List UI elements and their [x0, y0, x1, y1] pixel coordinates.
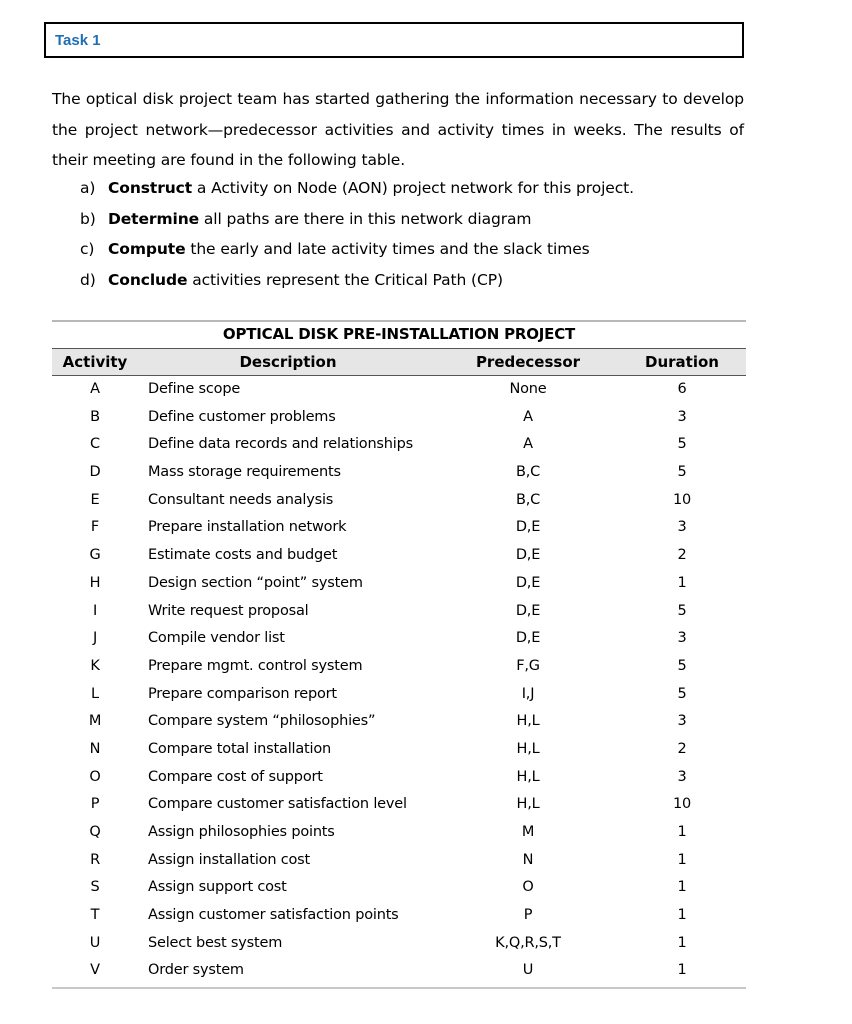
cell-duration: 1 [677, 851, 687, 868]
table-row [52, 764, 746, 792]
cell-description: Assign philosophies points [148, 824, 335, 840]
cell-predecessor: B,C [515, 464, 541, 481]
table-row [52, 791, 746, 819]
cell-predecessor: N [522, 851, 534, 868]
cell-predecessor: D,E [515, 574, 541, 591]
table-bottom-rule [52, 987, 746, 989]
cell-activity: B [90, 408, 100, 425]
question-item [80, 265, 740, 296]
cell-predecessor: M [521, 824, 535, 840]
project-table [52, 320, 746, 989]
cell-description: Design section “point” system [148, 574, 363, 591]
task-title: Task 1 [55, 32, 101, 49]
question-text: all paths are there in this network diagram [199, 209, 532, 228]
cell-description: Prepare installation network [148, 519, 347, 536]
cell-predecessor: None [509, 381, 547, 397]
cell-activity: G [89, 547, 101, 564]
cell-duration: 5 [677, 464, 687, 481]
cell-predecessor: D,E [515, 547, 541, 564]
cell-activity: S [90, 879, 100, 896]
cell-predecessor: O [522, 879, 534, 896]
cell-predecessor: B,C [515, 491, 541, 508]
table-row [52, 902, 746, 930]
cell-activity: I [92, 602, 98, 619]
cell-activity: O [89, 768, 101, 785]
cell-activity: M [88, 713, 102, 730]
cell-description: Define scope [148, 381, 241, 397]
cell-description: Define customer problems [148, 408, 336, 425]
cell-predecessor: D,E [515, 602, 541, 619]
cell-description: Compare customer satisfaction level [148, 796, 407, 813]
cell-duration: 1 [677, 824, 687, 840]
question-text: the early and late activity times and the slack times [185, 240, 590, 258]
cell-activity: F [90, 519, 100, 536]
table-row [52, 736, 746, 764]
cell-duration: 5 [677, 602, 687, 619]
cell-predecessor: P [523, 907, 533, 924]
cell-predecessor: D,E [515, 519, 541, 536]
table-row [52, 514, 746, 542]
table-row [52, 459, 746, 487]
cell-predecessor: H,L [516, 740, 540, 757]
table-row [52, 487, 746, 515]
table-row [52, 431, 746, 459]
table-row [52, 819, 746, 847]
question-item [80, 234, 740, 265]
question-item [80, 173, 740, 204]
cell-description: Order system [148, 962, 244, 979]
cell-activity: D [89, 464, 101, 481]
question-letter: b) [80, 209, 96, 228]
cell-activity: L [91, 685, 99, 702]
task-header-box [44, 22, 744, 58]
cell-activity: R [90, 851, 100, 868]
cell-predecessor: F,G [516, 657, 540, 674]
cell-duration: 3 [677, 630, 687, 647]
cell-activity: J [92, 630, 98, 647]
cell-activity: K [90, 657, 100, 674]
cell-duration: 2 [677, 547, 687, 564]
table-title: OPTICAL DISK PRE-INSTALLATION PROJECT [222, 325, 576, 343]
question-text: a Activity on Node (AON) project network for this project. [192, 179, 634, 197]
cell-activity: N [89, 740, 101, 757]
cell-duration: 10 [672, 796, 692, 813]
cell-description: Compile vendor list [148, 630, 285, 647]
cell-description: Mass storage requirements [148, 464, 341, 481]
table-row [52, 542, 746, 570]
cell-description: Consultant needs analysis [148, 491, 334, 508]
cell-duration: 10 [672, 491, 692, 508]
cell-activity: U [89, 934, 101, 951]
cell-duration: 3 [677, 713, 687, 730]
cell-description: Define data records and relationships [148, 436, 413, 453]
header-description: Description [239, 353, 337, 371]
cell-duration: 3 [677, 408, 687, 425]
cell-description: Prepare comparison report [148, 685, 337, 702]
cell-activity: P [90, 796, 100, 813]
table-row [52, 376, 746, 404]
cell-activity: E [90, 491, 100, 508]
cell-predecessor: U [522, 962, 534, 979]
cell-predecessor: A [523, 408, 533, 425]
cell-description: Assign customer satisfaction points [148, 907, 399, 924]
cell-activity: A [90, 381, 100, 397]
cell-predecessor: D,E [515, 630, 541, 647]
header-predecessor: Predecessor [475, 353, 581, 371]
header-duration: Duration [645, 353, 719, 371]
question-letter: d) [80, 270, 96, 289]
cell-description: Select best system [148, 934, 283, 951]
table-row [52, 598, 746, 626]
cell-duration: 1 [677, 879, 687, 896]
cell-predecessor: K,Q,R,S,T [495, 934, 561, 951]
question-letter: c) [80, 240, 95, 258]
question-text: activities represent the Critical Path (CP) [187, 270, 503, 289]
cell-duration: 5 [677, 436, 687, 453]
table-row [52, 930, 746, 958]
cell-predecessor: I,J [521, 685, 535, 702]
cell-activity: Q [89, 824, 101, 840]
question-verb: Determine [108, 209, 200, 228]
cell-duration: 1 [677, 934, 687, 951]
cell-description: Assign installation cost [148, 851, 311, 868]
question-verb: Conclude [108, 270, 188, 289]
table-row [52, 404, 746, 432]
cell-duration: 5 [677, 657, 687, 674]
cell-duration: 1 [677, 574, 687, 591]
table-body [52, 376, 746, 985]
table-row [52, 957, 746, 985]
cell-predecessor: H,L [516, 713, 540, 730]
table-row [52, 570, 746, 598]
table-row [52, 625, 746, 653]
intro-paragraph: The optical disk project team has started gathering the information necessary to develop the project network—predecessor activities and activity times in weeks. The results of their meeting are found in the following table. [52, 90, 744, 169]
table-row [52, 708, 746, 736]
header-activity: Activity [62, 353, 128, 371]
table-row [52, 874, 746, 902]
cell-description: Compare cost of support [148, 768, 323, 785]
cell-description: Compare system “philosophies” [148, 713, 376, 730]
question-list [80, 173, 740, 295]
cell-description: Prepare mgmt. control system [148, 657, 363, 674]
cell-duration: 2 [677, 740, 687, 757]
cell-duration: 5 [677, 685, 687, 702]
cell-duration: 3 [677, 768, 687, 785]
cell-activity: H [89, 574, 101, 591]
cell-description: Estimate costs and budget [148, 547, 338, 564]
table-row [52, 653, 746, 681]
cell-predecessor: A [523, 436, 533, 453]
table-row [52, 847, 746, 875]
cell-duration: 1 [677, 907, 687, 924]
cell-activity: V [90, 962, 100, 979]
question-verb: Construct [108, 179, 193, 197]
cell-predecessor: H,L [516, 768, 540, 785]
question-letter: a) [80, 179, 96, 197]
cell-duration: 3 [677, 519, 687, 536]
table-header-row [52, 348, 746, 376]
question-verb: Compute [108, 240, 186, 258]
cell-description: Compare total installation [148, 740, 332, 757]
question-item [80, 204, 740, 235]
table-row [52, 681, 746, 709]
cell-activity: T [90, 907, 100, 924]
cell-description: Write request proposal [148, 602, 309, 619]
cell-description: Assign support cost [148, 879, 287, 896]
cell-activity: C [90, 436, 100, 453]
cell-duration: 1 [677, 962, 687, 979]
cell-duration: 6 [677, 381, 687, 397]
cell-predecessor: H,L [516, 796, 540, 813]
